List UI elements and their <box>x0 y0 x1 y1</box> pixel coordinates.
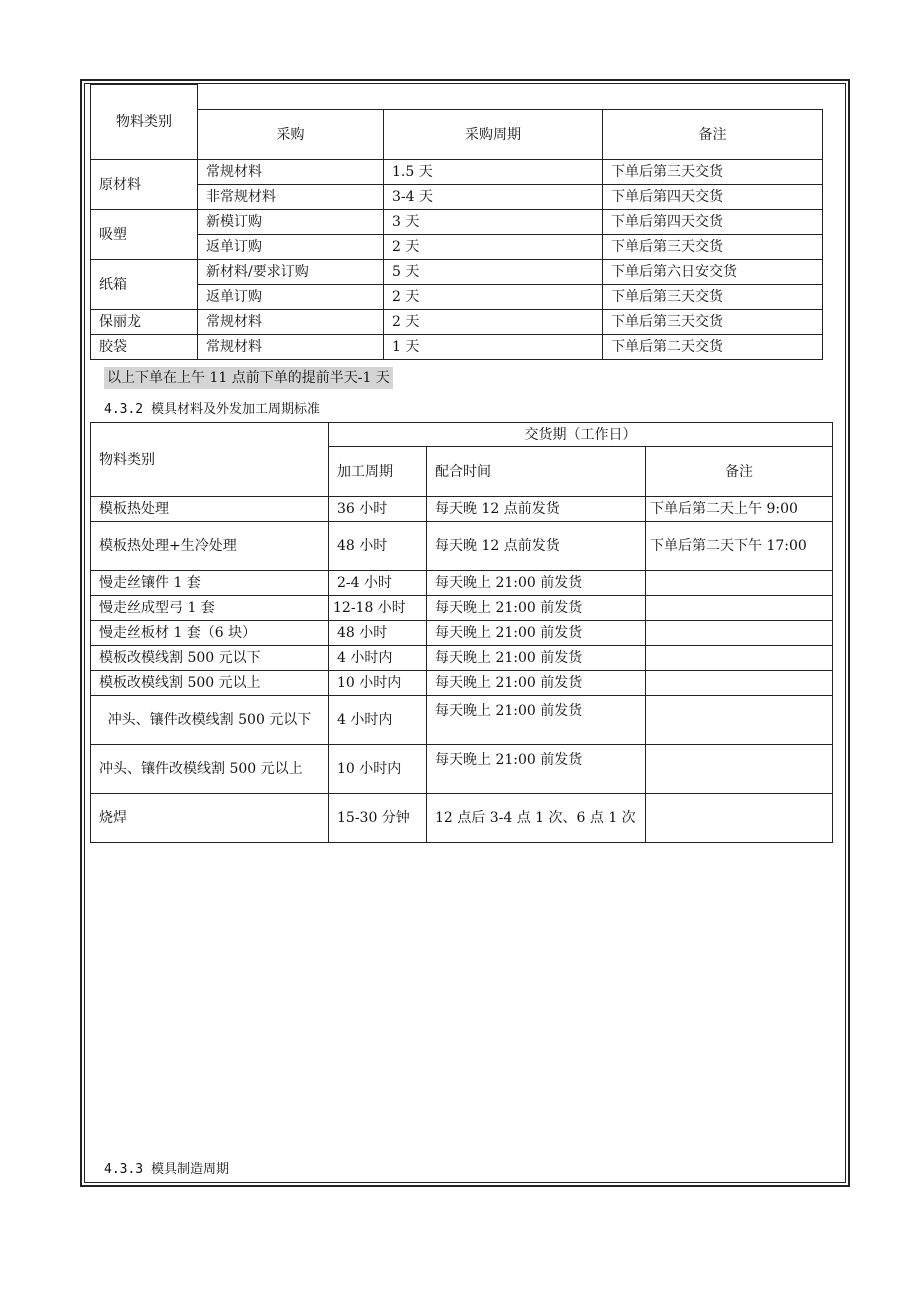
process-cell: 2-4 小时 <box>329 571 427 596</box>
process-cell: 4 小时内 <box>329 646 427 671</box>
remark-cell: 下单后第三天交货 <box>603 160 823 185</box>
remark-cell: 下单后第三天交货 <box>603 235 823 260</box>
item-cell: 非常规材料 <box>198 185 384 210</box>
mold-cycle-table <box>90 422 833 843</box>
process-cell: 15-30 分钟 <box>329 794 427 843</box>
table-row <box>91 522 833 571</box>
header-category: 物料类别 <box>91 85 198 160</box>
header-category: 物料类别 <box>91 423 329 497</box>
section-heading-432: 4.3.2 模具材料及外发加工周期标准 <box>104 402 320 417</box>
item-cell: 常规材料 <box>198 160 384 185</box>
table-row <box>91 210 823 235</box>
process-cell: 48 小时 <box>329 621 427 646</box>
purchase-cycle-table <box>90 84 823 360</box>
item-cell: 返单订购 <box>198 285 384 310</box>
table-row <box>91 671 833 696</box>
match-cell: 每天晚上 21:00 前发货 <box>427 571 646 596</box>
cycle-cell: 5 天 <box>384 260 603 285</box>
table-row <box>91 745 833 794</box>
table-row <box>91 335 823 360</box>
match-cell: 每天晚上 21:00 前发货 <box>427 745 646 794</box>
table-row <box>91 646 833 671</box>
match-cell: 每天晚上 21:00 前发货 <box>427 696 646 745</box>
process-cell: 4 小时内 <box>329 696 427 745</box>
match-cell: 每天晚上 21:00 前发货 <box>427 596 646 621</box>
header-blank <box>198 85 823 110</box>
header-process: 加工周期 <box>329 447 427 497</box>
category-cell: 冲头、镶件改模线割 500 元以下 <box>91 696 329 745</box>
remark-cell <box>646 571 833 596</box>
remark-cell: 下单后第三天交货 <box>603 310 823 335</box>
match-cell: 每天晚上 21:00 前发货 <box>427 621 646 646</box>
match-cell: 每天晚 12 点前发货 <box>427 497 646 522</box>
remark-cell <box>646 646 833 671</box>
category-cell: 胶袋 <box>91 335 198 360</box>
remark-cell: 下单后第三天交货 <box>603 285 823 310</box>
cycle-cell: 1.5 天 <box>384 160 603 185</box>
table-row <box>91 260 823 285</box>
process-cell: 10 小时内 <box>329 671 427 696</box>
table-row <box>91 285 823 310</box>
table-row <box>91 794 833 843</box>
header-purchase: 采购 <box>198 110 384 160</box>
remark-cell: 下单后第二天交货 <box>603 335 823 360</box>
process-cell: 48 小时 <box>329 522 427 571</box>
process-cell: 10 小时内 <box>329 745 427 794</box>
remark-cell <box>646 794 833 843</box>
item-cell: 常规材料 <box>198 310 384 335</box>
category-cell: 纸箱 <box>91 260 198 310</box>
category-cell: 烧焊 <box>91 794 329 843</box>
remark-cell: 下单后第四天交货 <box>603 185 823 210</box>
category-cell: 模板热处理 <box>91 497 329 522</box>
table-row <box>91 185 823 210</box>
remark-cell <box>646 621 833 646</box>
header-remark: 备注 <box>603 110 823 160</box>
remark-cell <box>646 596 833 621</box>
item-cell: 新模订购 <box>198 210 384 235</box>
category-cell: 慢走丝镶件 1 套 <box>91 571 329 596</box>
remark-cell <box>646 745 833 794</box>
remark-cell <box>646 696 833 745</box>
cycle-cell: 2 天 <box>384 310 603 335</box>
item-cell: 新材料/要求订购 <box>198 260 384 285</box>
highlighted-note: 以上下单在上午 11 点前下单的提前半天-1 天 <box>104 367 393 389</box>
table-row <box>91 310 823 335</box>
header-match: 配合时间 <box>427 447 646 497</box>
category-cell: 吸塑 <box>91 210 198 260</box>
table-row <box>91 596 833 621</box>
remark-cell <box>646 671 833 696</box>
category-cell: 保丽龙 <box>91 310 198 335</box>
process-cell: 36 小时 <box>329 497 427 522</box>
header-delivery: 交货期（工作日） <box>329 423 833 447</box>
cycle-cell: 3-4 天 <box>384 185 603 210</box>
header-remark: 备注 <box>646 447 833 497</box>
table-row <box>91 497 833 522</box>
match-cell: 每天晚上 21:00 前发货 <box>427 646 646 671</box>
category-cell: 原材料 <box>91 160 198 210</box>
cycle-cell: 2 天 <box>384 235 603 260</box>
cycle-cell: 2 天 <box>384 285 603 310</box>
category-cell: 模板改模线割 500 元以下 <box>91 646 329 671</box>
item-cell: 常规材料 <box>198 335 384 360</box>
remark-cell: 下单后第二天下午 17:00 <box>646 522 833 571</box>
category-cell: 慢走丝成型弓 1 套 <box>91 596 329 621</box>
table-row <box>91 621 833 646</box>
cycle-cell: 1 天 <box>384 335 603 360</box>
match-cell: 每天晚上 21:00 前发货 <box>427 671 646 696</box>
header-cycle: 采购周期 <box>384 110 603 160</box>
category-cell: 冲头、镶件改模线割 500 元以上 <box>91 745 329 794</box>
process-cell: 12-18 小时 <box>329 596 427 621</box>
category-cell: 慢走丝板材 1 套（6 块） <box>91 621 329 646</box>
match-cell: 12 点后 3-4 点 1 次、6 点 1 次 <box>427 794 646 843</box>
match-cell: 每天晚 12 点前发货 <box>427 522 646 571</box>
table-row <box>91 696 833 745</box>
remark-cell: 下单后第六日安交货 <box>603 260 823 285</box>
remark-cell: 下单后第二天上午 9:00 <box>646 497 833 522</box>
category-cell: 模板改模线割 500 元以上 <box>91 671 329 696</box>
table-row <box>91 235 823 260</box>
item-cell: 返单订购 <box>198 235 384 260</box>
section-heading-433: 4.3.3 模具制造周期 <box>104 1162 229 1177</box>
remark-cell: 下单后第四天交货 <box>603 210 823 235</box>
table-row <box>91 160 823 185</box>
cycle-cell: 3 天 <box>384 210 603 235</box>
category-cell: 模板热处理+生冷处理 <box>91 522 329 571</box>
table-row <box>91 571 833 596</box>
